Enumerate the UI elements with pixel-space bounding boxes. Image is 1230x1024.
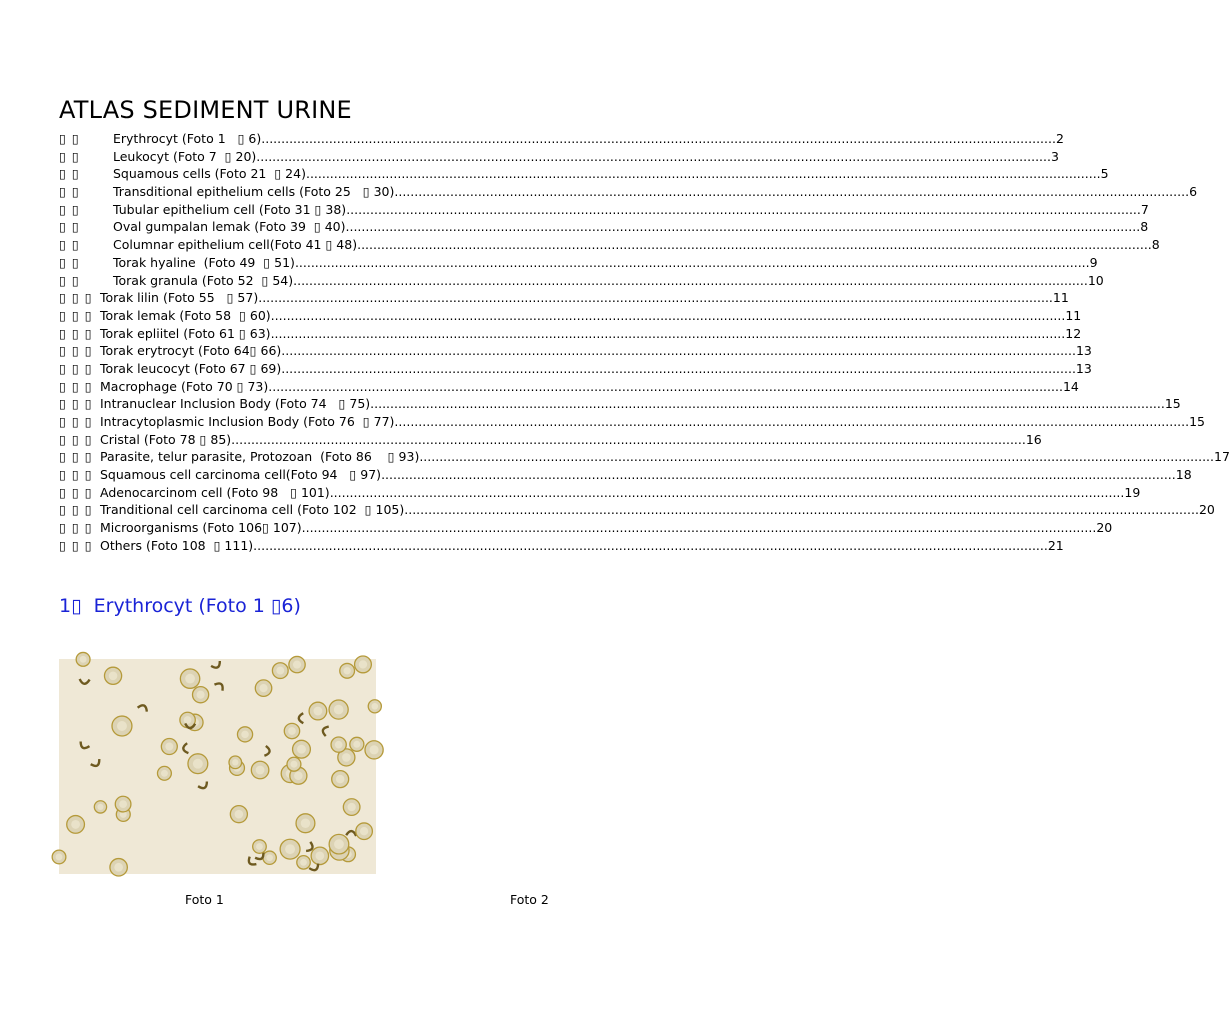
- toc-dot-leader: ........................................................................................................................................................................................................: [305, 166, 1101, 182]
- blood-cell: [272, 663, 288, 679]
- toc-entry[interactable]: [59, 448, 1230, 466]
- blood-cell: [280, 839, 300, 859]
- toc-entry-label: Torak leucocyt (Foto 67 ▯ 69): [100, 360, 282, 376]
- toc-entry[interactable]: [59, 360, 1092, 378]
- toc-entry-number: ▯ ▯: [59, 254, 80, 270]
- blood-cell: [299, 713, 304, 723]
- toc-entry-page: 15: [1164, 396, 1181, 412]
- toc-entry[interactable]: [59, 378, 1079, 396]
- toc-entry-page: 21: [1047, 537, 1064, 553]
- blood-cell: [115, 796, 131, 812]
- toc-entry[interactable]: [59, 395, 1181, 413]
- toc-entry-page: 14: [1062, 378, 1079, 394]
- caption-foto-1: Foto 1: [185, 892, 224, 907]
- toc-entry-label: Columnar epithelium cell(Foto 41 ▯ 48): [113, 237, 358, 253]
- toc-dot-leader: ........................................................................................................................................................................................................: [404, 502, 1199, 518]
- toc-entry[interactable]: [59, 484, 1141, 502]
- blood-cell: [309, 864, 320, 873]
- toc-dot-leader: ........................................................................................................................................................................................................: [270, 325, 1066, 341]
- toc-dot-leader: ........................................................................................................................................................................................................: [394, 184, 1190, 200]
- toc-entry-number: ▯ ▯ ▯: [59, 414, 93, 429]
- toc-entry-number: ▯ ▯ ▯: [59, 467, 93, 483]
- toc-entry[interactable]: [59, 466, 1192, 484]
- toc-dot-leader: ........................................................................................................................................................................................................: [345, 219, 1141, 235]
- blood-cell: [183, 743, 189, 753]
- blood-cell: [293, 740, 311, 758]
- blood-cell: [104, 667, 121, 684]
- blood-cell: [138, 704, 149, 712]
- toc-entry-label: Others (Foto 108 ▯ 111): [100, 537, 254, 553]
- toc-entry[interactable]: [59, 307, 1082, 325]
- blood-cell: [193, 687, 209, 703]
- toc-entry[interactable]: [59, 342, 1092, 360]
- toc-entry-label: Oval gumpalan lemak (Foto 39 ▯ 40): [113, 219, 346, 235]
- toc-entry-number: ▯ ▯: [59, 201, 80, 217]
- toc-entry-number: ▯ ▯ ▯: [59, 325, 93, 341]
- blood-cell: [211, 661, 222, 670]
- toc-entry-number: ▯ ▯ ▯: [59, 484, 93, 500]
- blood-cell: [246, 857, 256, 867]
- toc-entry-page: 19: [1124, 484, 1141, 500]
- toc-entry-number: ▯ ▯ ▯: [59, 290, 93, 306]
- toc-entry[interactable]: [59, 272, 1104, 290]
- toc-dot-leader: ........................................................................................................................................................................................................: [370, 396, 1165, 412]
- section-number: 1▯: [59, 595, 82, 617]
- toc-dot-leader: ........................................................................................................................................................................................................: [301, 520, 1097, 536]
- toc-entry[interactable]: [59, 254, 1098, 272]
- toc-entry-page: 20: [1198, 502, 1215, 518]
- toc-entry[interactable]: [59, 165, 1109, 183]
- toc-entry-number: ▯ ▯ ▯: [59, 307, 93, 323]
- toc-entry-number: ▯ ▯ ▯: [59, 360, 93, 376]
- toc-entry-label: Tranditional cell carcinoma cell (Foto 102 ▯ 105): [100, 502, 405, 518]
- toc-entry-number: ▯ ▯ ▯: [59, 396, 93, 412]
- toc-dot-leader: ........................................................................................................................................................................................................: [270, 307, 1066, 323]
- toc-entry-label: Torak erytrocyt (Foto 64▯ 66): [100, 343, 282, 359]
- toc-entry-label: Adenocarcinom cell (Foto 98 ▯ 101): [100, 484, 330, 500]
- toc-entry-page: 9: [1089, 254, 1098, 270]
- blood-cell: [343, 799, 360, 816]
- toc-entry-label: Intracytoplasmic Inclusion Body (Foto 76 ▯ 77): [100, 414, 395, 429]
- toc-entry-page: 7: [1140, 201, 1149, 217]
- micrograph-cells: [59, 659, 376, 874]
- toc-entry-page: 20: [1096, 520, 1113, 536]
- toc-entry-number: ▯ ▯: [59, 148, 80, 164]
- blood-cell: [251, 761, 269, 779]
- toc-entry-label: Squamous cell carcinoma cell(Foto 94 ▯ 97): [100, 467, 382, 483]
- blood-cell: [255, 680, 271, 696]
- blood-cell: [198, 781, 209, 790]
- blood-cell: [289, 656, 305, 672]
- toc-entry[interactable]: [59, 289, 1069, 307]
- toc-entry-number: ▯ ▯: [59, 237, 80, 253]
- blood-cell: [311, 847, 328, 864]
- blood-cell: [329, 834, 349, 854]
- erythrocyte-micrograph: [59, 659, 376, 874]
- toc-entry-label: Transditional epithelium cells (Foto 25 ▯ 30): [113, 184, 395, 200]
- toc-entry-label: Macrophage (Foto 70 ▯ 73): [100, 378, 269, 394]
- toc-entry-page: 10: [1087, 272, 1104, 288]
- toc-dot-leader: ........................................................................................................................................................................................................: [258, 290, 1053, 306]
- blood-cell: [91, 759, 102, 768]
- toc-entry[interactable]: [59, 431, 1042, 449]
- toc-entry-label: Cristal (Foto 78 ▯ 85): [100, 431, 232, 447]
- blood-cell: [368, 700, 381, 713]
- toc-entry-page: 3: [1050, 148, 1059, 164]
- blood-cell: [331, 737, 346, 752]
- toc-entry-number: ▯ ▯ ▯: [59, 378, 93, 394]
- toc-entry-page: 12: [1065, 325, 1082, 341]
- blood-cell: [355, 656, 372, 673]
- toc-dot-leader: ........................................................................................................................................................................................................: [346, 201, 1141, 217]
- toc-entry[interactable]: [59, 218, 1149, 236]
- toc-entry-page: 2: [1055, 131, 1064, 146]
- toc-entry-label: Tubular epithelium cell (Foto 31 ▯ 38): [113, 201, 347, 217]
- blood-cell: [237, 727, 252, 742]
- toc-entry-page: 17: [1214, 449, 1230, 465]
- blood-cell: [229, 756, 242, 769]
- blood-cell: [230, 806, 247, 823]
- blood-cell: [329, 700, 348, 719]
- toc-entry-page: 8: [1140, 219, 1149, 235]
- blood-cell: [346, 831, 356, 836]
- toc-entry-page: 11: [1065, 307, 1082, 323]
- blood-cell: [287, 757, 301, 771]
- blood-cell: [76, 652, 90, 666]
- toc-entry-page: 13: [1075, 360, 1092, 376]
- toc-entry-label: Torak lemak (Foto 58 ▯ 60): [100, 307, 271, 323]
- toc-entry-number: ▯ ▯: [59, 166, 80, 182]
- blood-cell: [157, 766, 171, 780]
- toc-dot-leader: ........................................................................................................................................................................................................: [394, 414, 1190, 429]
- blood-cell: [340, 663, 355, 678]
- toc-entry-number: ▯ ▯: [59, 131, 80, 146]
- toc-entry[interactable]: [59, 325, 1082, 343]
- toc-dot-leader: ........................................................................................................................................................................................................: [261, 131, 1056, 146]
- toc-entry-page: 16: [1025, 431, 1042, 447]
- blood-cell: [79, 741, 90, 750]
- toc-entry-number: ▯ ▯ ▯: [59, 502, 93, 518]
- blood-cell: [180, 669, 199, 688]
- toc-entry-label: Leukocyt (Foto 7 ▯ 20): [113, 148, 257, 164]
- toc-entry-label: Torak hyaline (Foto 49 ▯ 51): [113, 254, 295, 270]
- toc-entry-number: ▯ ▯: [59, 184, 80, 200]
- toc-entry-number: ▯ ▯ ▯: [59, 537, 93, 553]
- toc-entry-page: 18: [1175, 467, 1192, 483]
- toc-entry-page: 15: [1189, 414, 1206, 429]
- blood-cell: [94, 801, 106, 813]
- toc-entry-number: ▯ ▯ ▯: [59, 343, 93, 359]
- blood-cell: [356, 823, 373, 840]
- toc-entry[interactable]: [59, 537, 1064, 555]
- toc-dot-leader: ........................................................................................................................................................................................................: [329, 484, 1125, 500]
- toc-entry-number: ▯ ▯: [59, 219, 80, 235]
- toc-entry-page: 13: [1075, 343, 1092, 359]
- blood-cell: [263, 851, 276, 864]
- toc-entry-label: Torak granula (Foto 52 ▯ 54): [113, 272, 294, 288]
- blood-cell: [350, 737, 364, 751]
- toc-dot-leader: ........................................................................................................................................................................................................: [256, 148, 1051, 164]
- toc-entry-page: 6: [1189, 184, 1198, 200]
- toc-dot-leader: ........................................................................................................................................................................................................: [357, 237, 1152, 253]
- toc-entry-label: Torak lilin (Foto 55 ▯ 57): [100, 290, 259, 306]
- toc-entry-label: Microorganisms (Foto 106▯ 107): [100, 520, 302, 536]
- blood-cell: [79, 679, 89, 684]
- toc-entry-label: Torak epliitel (Foto 61 ▯ 63): [100, 325, 271, 341]
- toc-entry-number: ▯ ▯: [59, 272, 80, 288]
- toc-dot-leader: ........................................................................................................................................................................................................: [231, 431, 1026, 447]
- toc-dot-leader: ........................................................................................................................................................................................................: [294, 254, 1090, 270]
- blood-cell: [112, 716, 132, 736]
- toc-entry-page: 8: [1151, 237, 1160, 253]
- toc-entry[interactable]: [59, 183, 1198, 201]
- toc-dot-leader: ........................................................................................................................................................................................................: [381, 467, 1176, 483]
- toc-entry[interactable]: [59, 236, 1160, 254]
- toc-entry-label: Squamous cells (Foto 21 ▯ 24): [113, 166, 306, 182]
- toc-entry-page: 11: [1052, 290, 1069, 306]
- toc-entry-number: ▯ ▯ ▯: [59, 520, 93, 536]
- toc-entry-page: 5: [1100, 166, 1109, 182]
- toc-dot-leader: ........................................................................................................................................................................................................: [293, 272, 1088, 288]
- toc-entry[interactable]: [59, 148, 1059, 166]
- blood-cell: [296, 814, 315, 833]
- toc-entry-number: ▯ ▯ ▯: [59, 431, 93, 447]
- blood-cell: [188, 754, 208, 774]
- toc-dot-leader: ........................................................................................................................................................................................................: [281, 360, 1076, 376]
- toc-dot-leader: ........................................................................................................................................................................................................: [419, 449, 1215, 465]
- toc-entry-number: ▯ ▯ ▯: [59, 449, 93, 465]
- toc-dot-leader: ........................................................................................................................................................................................................: [268, 378, 1063, 394]
- blood-cell: [321, 725, 328, 736]
- toc-entry[interactable]: [59, 201, 1149, 219]
- toc-entry-label: Parasite, telur parasite, Protozoan (Foto 86 ▯ 93): [100, 449, 420, 465]
- blood-cell: [214, 681, 225, 691]
- toc-entry[interactable]: [59, 130, 1064, 148]
- section-heading: [59, 595, 301, 617]
- toc-dot-leader: ........................................................................................................................................................................................................: [281, 343, 1076, 359]
- blood-cell: [52, 850, 66, 864]
- blood-cell: [264, 746, 270, 757]
- blood-cell: [67, 816, 85, 834]
- toc-entry[interactable]: [59, 519, 1113, 537]
- blood-cell: [253, 840, 267, 854]
- blood-cell: [297, 856, 310, 869]
- page-title: ATLAS SEDIMENT URINE: [59, 96, 352, 124]
- blood-cell: [161, 739, 177, 755]
- table-of-contents: [59, 130, 1230, 555]
- toc-entry-label: Erythrocyt (Foto 1 ▯ 6): [113, 131, 262, 146]
- section-title: Erythrocyt (Foto 1 ▯6): [93, 595, 301, 617]
- blood-cell: [110, 859, 127, 876]
- toc-entry[interactable]: [59, 413, 1206, 431]
- toc-dot-leader: ........................................................................................................................................................................................................: [253, 537, 1048, 553]
- toc-entry-label: Intranuclear Inclusion Body (Foto 74 ▯ 75): [100, 396, 371, 412]
- blood-cell: [332, 771, 349, 788]
- caption-foto-2: Foto 2: [510, 892, 549, 907]
- blood-cell: [284, 723, 299, 738]
- toc-entry[interactable]: [59, 501, 1215, 519]
- blood-cell: [309, 702, 327, 720]
- blood-cell: [365, 741, 383, 759]
